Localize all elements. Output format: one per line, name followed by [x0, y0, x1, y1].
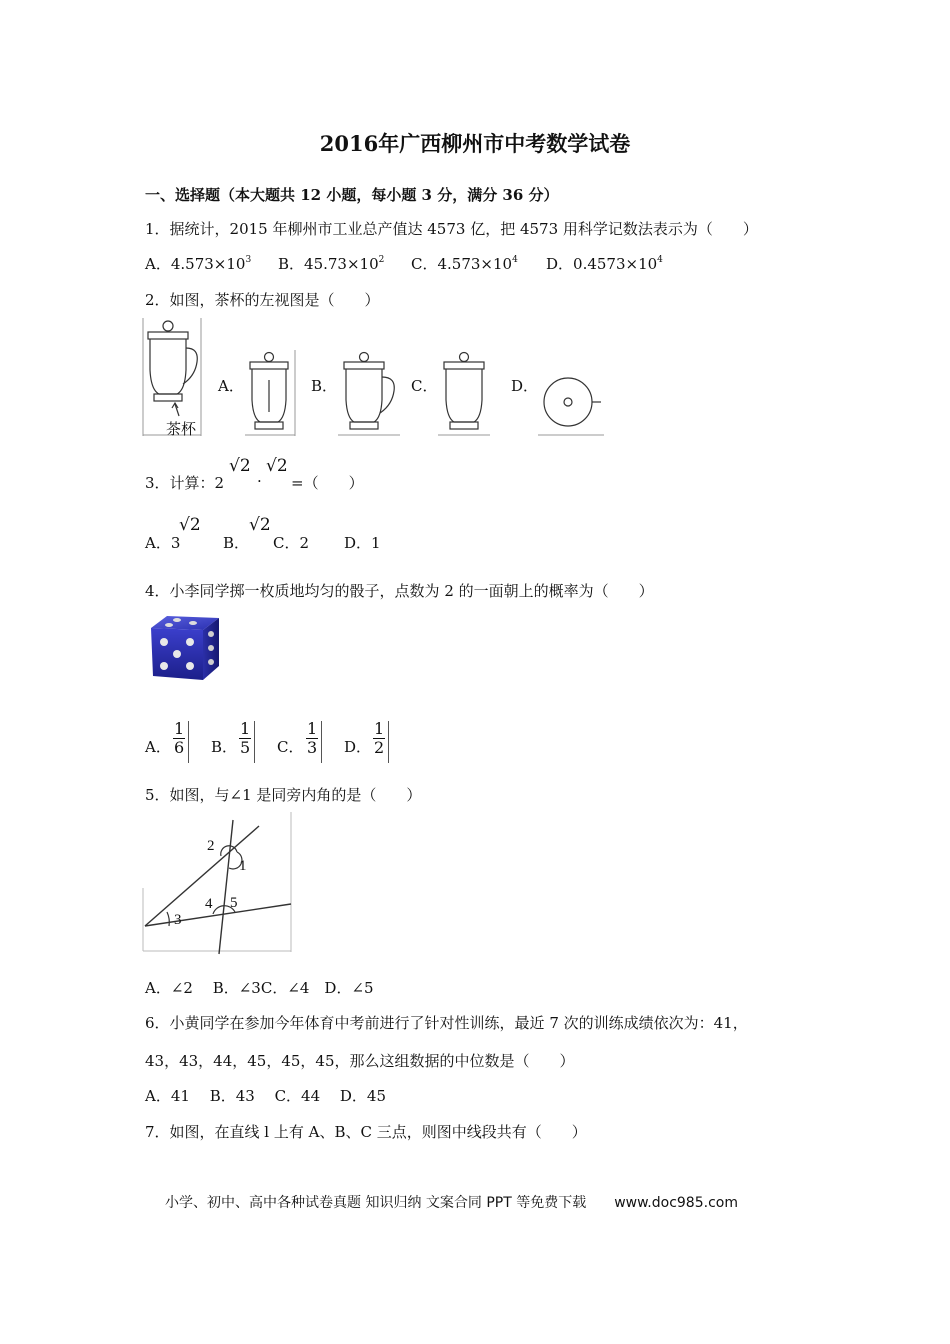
- question-6-line-2: 43，43，44，45，45，45，那么这组数据的中位数是（ ）: [145, 1052, 575, 1070]
- q4-fraction-a: $\frac{1}{6}$: [174, 719, 185, 757]
- q4-options: A． $\frac{1}{6}$ B． $\frac{1}{5}$ C． $\frac{1}{3}$ D． $\frac{1}{2}$: [145, 718, 445, 766]
- question-2-stem: 2．如图，茶杯的左视图是（ ）: [145, 291, 380, 309]
- q2-option-a-label: A．: [218, 377, 244, 395]
- option-c-cup-view: [438, 350, 490, 440]
- section-heading: 一、选择题（本大题共 12 小题，每小题 3 分，满分 36 分）: [145, 186, 559, 204]
- angle-label-4: 4: [205, 896, 213, 912]
- q2-option-b-label: B．: [311, 377, 338, 395]
- q2-option-c-label: C．: [411, 377, 438, 395]
- option-a-cup-view: [245, 350, 297, 440]
- q1-option-d: D．$0.4573\times 10^4$: [546, 255, 663, 273]
- angle-label-3: 3: [174, 912, 182, 928]
- option-b-cup-view: [338, 350, 400, 440]
- angle-figure: [143, 812, 293, 954]
- angle-label-2: 2: [207, 838, 215, 854]
- q3-options: A．3 √2 B． √2 C．2 D．1: [145, 515, 381, 552]
- angle-label-1: 1: [239, 858, 247, 874]
- dice-icon: [147, 614, 221, 682]
- q3-sqrt-1: √2: [229, 456, 251, 476]
- q1-option-a: A．$4.573\times 10^3$: [145, 255, 252, 273]
- q5-options: A．∠2 B．∠3C．∠4 D．∠5: [145, 979, 374, 997]
- question-1-stem: 1．据统计，2015 年柳州市工业总产值达 4573 亿，把 4573 用科学记数法表示为（ ）: [145, 220, 758, 238]
- question-5-stem: 5．如图，与∠1 是同旁内角的是（ ）: [145, 786, 422, 804]
- q4-fraction-c: $\frac{1}{3}$: [307, 719, 318, 757]
- angle-label-5: 5: [230, 895, 238, 911]
- teacup-caption: 茶杯: [166, 420, 197, 438]
- page-title: 2016年广西柳州市中考数学试卷: [319, 131, 631, 156]
- q4-fraction-b: $\frac{1}{5}$: [240, 719, 251, 757]
- q6-options: A．41 B．43 C．44 D．45: [145, 1087, 387, 1105]
- question-4-stem: 4．小李同学掷一枚质地均匀的骰子，点数为 2 的一面朝上的概率为（ ）: [145, 582, 654, 600]
- q2-option-d-label: D．: [511, 377, 539, 395]
- question-7-stem: 7．如图，在直线 l 上有 A、B、C 三点，则图中线段共有（ ）: [145, 1123, 587, 1141]
- q3-sqrt-2: √2: [266, 456, 288, 476]
- page-footer: 小学、初中、高中各种试卷真题 知识归纳 文案合同 PPT 等免费下载 www.doc985.com: [165, 1195, 738, 1211]
- q4-fraction-d: $\frac{1}{2}$: [374, 719, 385, 757]
- question-3-stem: 3．计算：2 √2 · √2 =（ ）: [145, 456, 364, 492]
- question-6-line-1: 6．小黄同学在参加今年体育中考前进行了针对性训练，最近 7 次的训练成绩依次为：41，: [145, 1014, 748, 1032]
- q1-option-c: C．$4.573\times 10^4$: [411, 255, 518, 273]
- option-d-top-view: [538, 370, 604, 438]
- q1-option-b: B．$45.73\times 10^2$: [278, 255, 385, 273]
